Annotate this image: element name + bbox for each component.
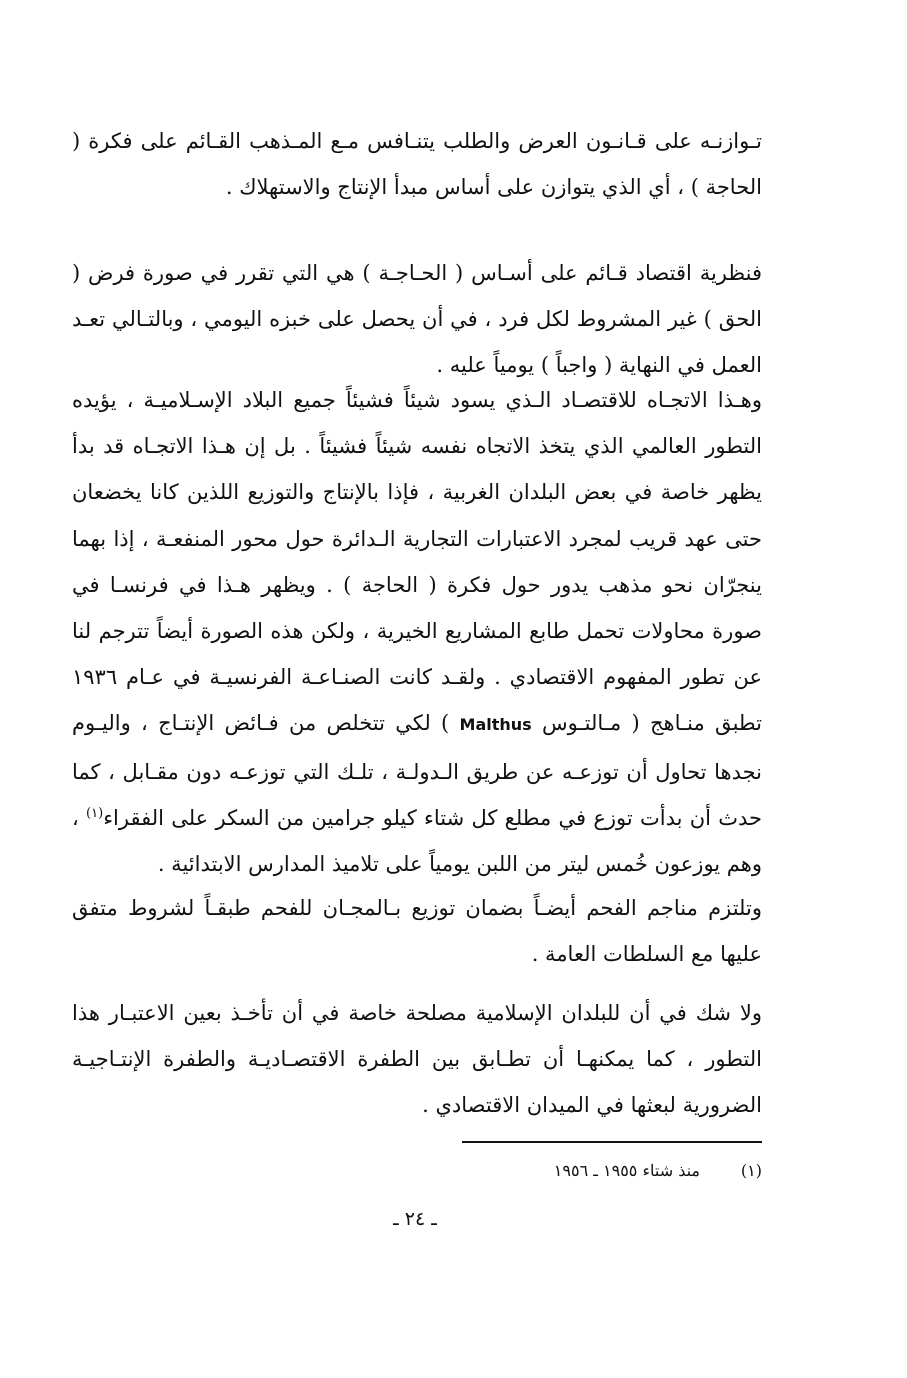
footnote-reference[interactable]: (١): [86, 805, 104, 821]
paragraph-5: ولا شك في أن للبلدان الإسلامية مصلحة خاصة في أن تأخـذ بعين الاعتبـار هذا التطور ، كما يمكنهـا أن تطـابق بين الطفرة الاقتصـاديـة والطفرة الإنتـاجيـة الضرورية لبعثها في الميدان الاقتصادي .: [72, 1001, 762, 1117]
footnote-separator: [462, 1141, 762, 1143]
paragraph-1: تـوازنـه على قـانـون العرض والطلب يتنـافس مـع المـذهب القـائم على فكرة ( الحاجة ) ، أي الذي يتوازن على أساس مبدأ الإنتاج والاستهلاك .: [72, 129, 762, 199]
footnote-text: منذ شتاء ١٩٥٥ ـ ١٩٥٦: [553, 1161, 700, 1180]
latin-term: Malthus: [459, 715, 532, 735]
paragraph-3: [72, 377, 762, 887]
paragraph-4: وتلتزم مناجم الفحم أيضـاً بضمان توزيع بـالمجـان للفحم طبقـاً لشروط متفق عليها مع السلطات العامة .: [72, 896, 762, 966]
paragraph-3-text-c: ، وهم يوزعون خُمس ليتر من اللبن يومياً على تلاميذ المدارس الابتدائية .: [72, 805, 762, 877]
paragraph-2: فنظرية اقتصاد قـائم على أسـاس ( الحـاجـة ) هي التي تقرر في صورة فرض ( الحق ) غير المشروط لكل فرد ، في أن يحصل على خبزه اليومي ، وبالتـالي تعـد العمل في النهاية ( واجباً ) يومياً عليه .: [72, 261, 762, 377]
page-number: ـ ٢٤ ـ: [393, 1208, 437, 1230]
footnote-number: (١): [740, 1161, 762, 1180]
paragraph-3-text-a: وهـذا الاتجـاه للاقتصـاد الـذي يسود شيئاً فشيئاً جميع البلاد الإسـلاميـة ، يؤيده التطور العالمي الذي يتخذ الاتجاه نفسه شيئاً فشيئاً . بل إن هـذا الاتجـاه قد بدأ يظهر خاصة في بعض البلدان الغربية ، فإذا بالإنتاج والتوزيع اللذين كانا يخضعان حتى عهد قريب لمجرد الاعتبارات التجارية الـدائرة حول محور المنفعـة ، إذا بهما ينجرّان نحو مذهب يدور حول فكرة ( الحاجة ) . ويظهر هـذا في فرنسـا في صورة محاولات تحمل طابع المشاريع الخيرية ، ولكن هذه الصورة أيضاً تترجم لنا عن تطور المفهوم الاقتصادي . ولقـد كانت الصنـاعـة الفرنسيـة في عـام ١٩٣٦ تطبق منـاهج ( مـالتـوس: [72, 388, 762, 736]
paragraph-3-text-b: ) لكي تتخلص من فـائض الإنتـاج ، واليـوم نجدها تحاول أن توزعـه عن طريق الـدولـة ، تلـك التي توزعـه دون مقـابل ، كما حدث أن بدأت توزع في مطلع كل شتاء كيلو جرامين من السكر على الفقراء: [72, 711, 763, 830]
